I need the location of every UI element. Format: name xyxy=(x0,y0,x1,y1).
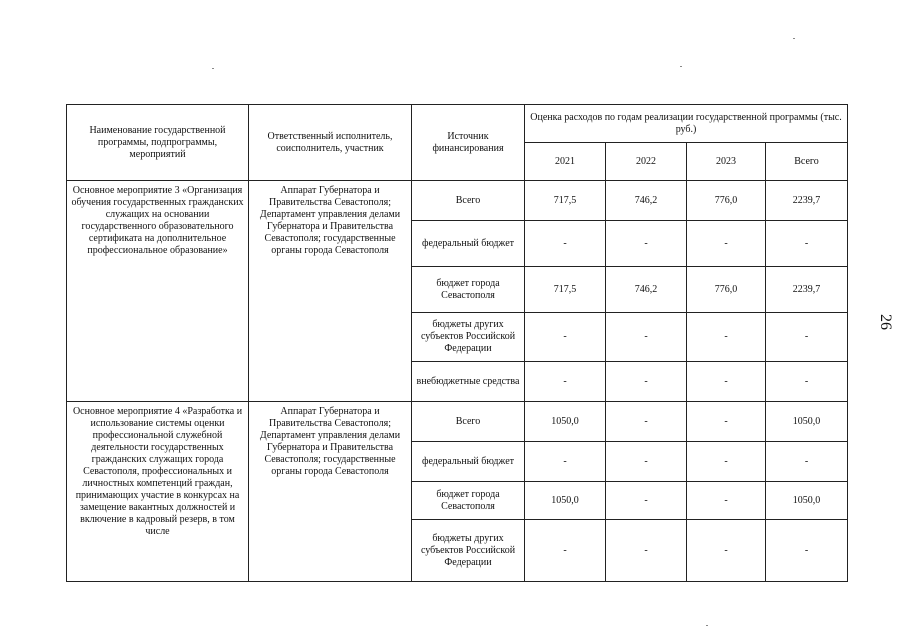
header-source: Источник финансирования xyxy=(412,105,525,181)
value-total: 1050,0 xyxy=(766,402,848,442)
value-total: - xyxy=(766,313,848,362)
header-executor: Ответственный исполнитель, соисполнитель, участник xyxy=(249,105,412,181)
value-2022: - xyxy=(606,520,687,582)
value-2021: - xyxy=(525,313,606,362)
value-2021: - xyxy=(525,520,606,582)
scan-speck xyxy=(212,68,214,69)
table-row xyxy=(67,402,848,442)
value-2021: - xyxy=(525,362,606,402)
value-total: 1050,0 xyxy=(766,482,848,520)
value-total: 2239,7 xyxy=(766,267,848,313)
value-total: - xyxy=(766,442,848,482)
header-year-2023: 2023 xyxy=(687,143,766,181)
scan-speck xyxy=(680,66,682,67)
header-year-2022: 2022 xyxy=(606,143,687,181)
value-total: 2239,7 xyxy=(766,181,848,221)
value-2023: - xyxy=(687,402,766,442)
activity-executor: Аппарат Губернатора и Правительства Севастополя; Департамент управления делами Губернатора и Правительства Севастополя; государственные органы города Севастополя xyxy=(249,402,412,582)
value-2023: 776,0 xyxy=(687,181,766,221)
value-2021: 1050,0 xyxy=(525,482,606,520)
value-2022: - xyxy=(606,362,687,402)
header-name: Наименование государственной программы, подпрограммы, мероприятий xyxy=(67,105,249,181)
value-2022: - xyxy=(606,221,687,267)
header-total: Всего xyxy=(766,143,848,181)
activity-executor: Аппарат Губернатора и Правительства Севастополя; Департамент управления делами Губернатора и Правительства Севастополя; государственные органы города Севастополя xyxy=(249,181,412,402)
value-2022: - xyxy=(606,402,687,442)
value-2022: - xyxy=(606,482,687,520)
value-2023: - xyxy=(687,520,766,582)
value-total: - xyxy=(766,362,848,402)
table-row xyxy=(67,181,848,221)
value-2023: - xyxy=(687,221,766,267)
source-cell: Всего xyxy=(412,402,525,442)
page-number: 26 xyxy=(877,314,894,330)
source-cell: бюджеты других субъектов Российской Федерации xyxy=(412,520,525,582)
scan-speck xyxy=(706,625,708,626)
value-total: - xyxy=(766,221,848,267)
value-2023: 776,0 xyxy=(687,267,766,313)
value-2022: 746,2 xyxy=(606,267,687,313)
value-2022: 746,2 xyxy=(606,181,687,221)
source-cell: федеральный бюджет xyxy=(412,442,525,482)
value-2021: - xyxy=(525,221,606,267)
value-2022: - xyxy=(606,442,687,482)
expenditure-table xyxy=(66,104,848,582)
scan-speck xyxy=(793,38,795,39)
source-cell: Всего xyxy=(412,181,525,221)
value-2021: 1050,0 xyxy=(525,402,606,442)
activity-name: Основное мероприятие 3 «Организация обучения государственных гражданских служащих на основании государственного образовательного сертификата на дополнительное профессиональное образование» xyxy=(67,181,249,402)
value-2023: - xyxy=(687,362,766,402)
source-cell: бюджеты других субъектов Российской Федерации xyxy=(412,313,525,362)
value-2022: - xyxy=(606,313,687,362)
value-2023: - xyxy=(687,313,766,362)
value-2023: - xyxy=(687,482,766,520)
value-2023: - xyxy=(687,442,766,482)
header-row xyxy=(67,105,848,143)
header-year-2021: 2021 xyxy=(525,143,606,181)
value-2021: 717,5 xyxy=(525,267,606,313)
header-estimate: Оценка расходов по годам реализации государственной программы (тыс. руб.) xyxy=(525,105,848,143)
value-total: - xyxy=(766,520,848,582)
value-2021: - xyxy=(525,442,606,482)
value-2021: 717,5 xyxy=(525,181,606,221)
activity-name: Основное мероприятие 4 «Разработка и использование системы оценки профессиональной служебной деятельности государственных гражданских служащих города Севастополя, профессиональных и личностных компетенций граждан, принимающих участие в конкурсах на замещение вакантных должностей и включение в кадровый резерв, в том числе xyxy=(67,402,249,582)
source-cell: бюджет города Севастополя xyxy=(412,267,525,313)
source-cell: внебюджетные средства xyxy=(412,362,525,402)
source-cell: бюджет города Севастополя xyxy=(412,482,525,520)
source-cell: федеральный бюджет xyxy=(412,221,525,267)
